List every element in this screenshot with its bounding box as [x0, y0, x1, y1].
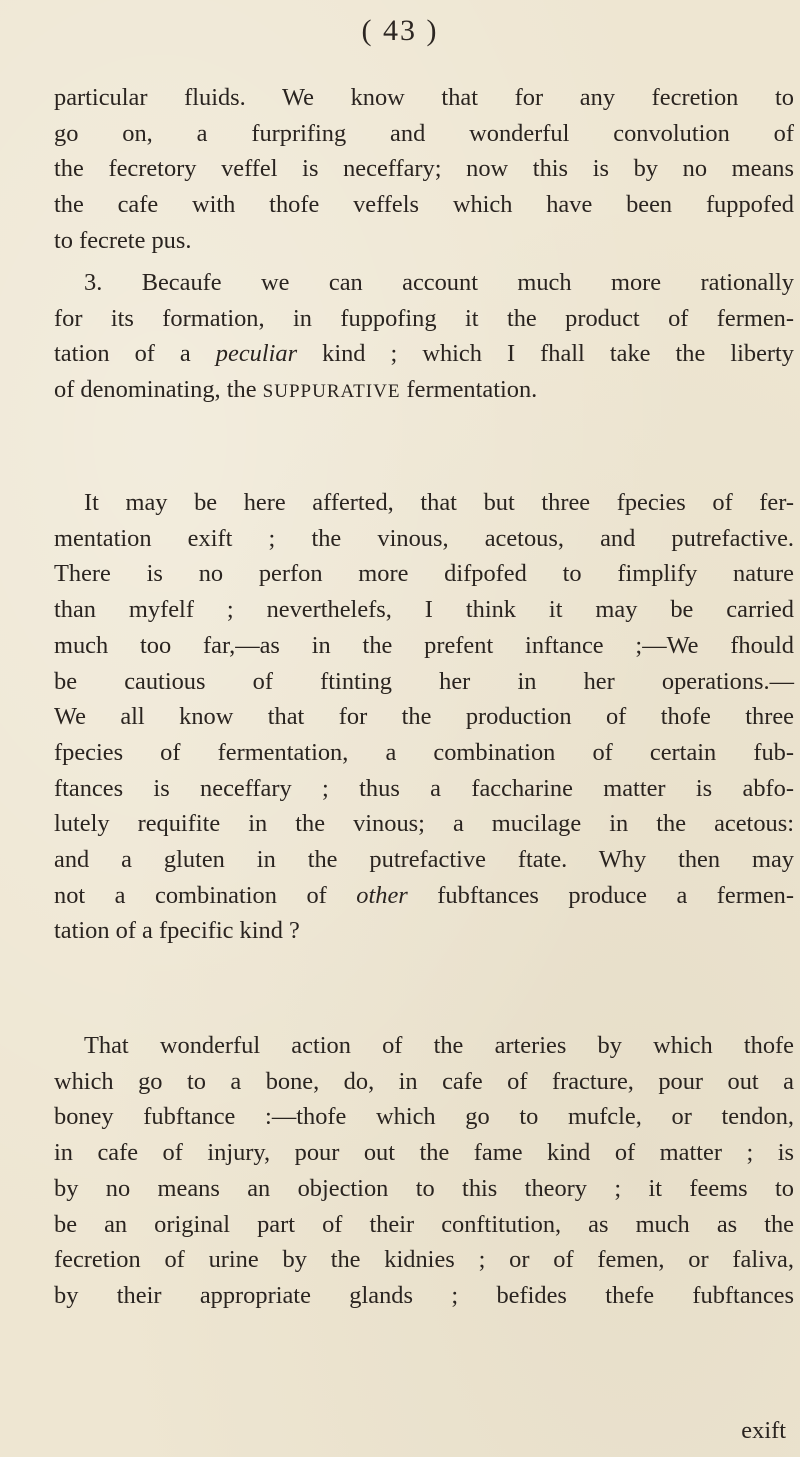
text-line: There is no perfon more difpofed to fimplify nature — [54, 560, 794, 588]
text-line: in cafe of injury, pour out the fame kind of matter ; is — [54, 1139, 794, 1167]
paragraph-4 — [54, 1028, 794, 1314]
text-line: by their appropriate glands ; befides thefe fubftances — [54, 1281, 794, 1309]
text-line: which go to a bone, do, in cafe of fracture, pour out a — [54, 1067, 794, 1095]
paragraph-2 — [54, 265, 794, 410]
text-line: be an original part of their conftitution, as much as the — [54, 1210, 794, 1238]
text-line: go on, a furprifing and wonderful convolution of — [54, 119, 794, 147]
text-line: for its formation, in fuppofing it the product of fermen- — [54, 304, 794, 332]
text-line: and a gluten in the putrefactive ftate. Why then may — [54, 846, 794, 874]
text-line: 3. Becaufe we can account much more rationally — [84, 269, 794, 296]
text-line: not a combination of other fubftances produce a fermen- — [54, 881, 794, 909]
text-line: fecretion of urine by the kidnies ; or of femen, or faliva, — [54, 1246, 794, 1274]
text-line: by no means an objection to this theory ; it feems to — [54, 1174, 794, 1202]
text-line: particular fluids. We know that for any fecretion to — [54, 84, 794, 111]
text-line: mentation exift ; the vinous, acetous, and putrefactive. — [54, 524, 794, 552]
text-line: lutely requifite in the vinous; a mucilage in the acetous: — [54, 810, 794, 838]
paragraph-3 — [54, 485, 794, 949]
text-line: tation of a fpecific kind ? — [54, 917, 300, 945]
text-line: It may be here afferted, that but three fpecies of fer- — [84, 489, 794, 516]
text-line: ftances is neceffary ; thus a faccharine matter is abfo- — [54, 774, 794, 802]
text-line: than myfelf ; neverthelefs, I think it may be carried — [54, 596, 794, 624]
catchword: exift — [741, 1417, 786, 1444]
text-line: fpecies of fermentation, a combination of certain fub- — [54, 738, 794, 766]
text-line: of denominating, the SUPPURATIVE fermentation. — [54, 376, 538, 404]
text-line: be cautious of ftinting her in her operations.— — [54, 667, 794, 695]
text-line: We all know that for the production of thofe three — [54, 703, 794, 731]
text-line: much too far,—as in the prefent inftance ;—We fhould — [54, 631, 794, 659]
paragraph-1 — [54, 80, 794, 259]
page-number: ( 43 ) — [361, 14, 439, 47]
text-line: tation of a peculiar kind ; which I fhall take the liberty — [54, 340, 795, 368]
text-line: boney fubftance :—thofe which go to mufcle, or tendon, — [54, 1103, 794, 1131]
text-line: the cafe with thofe veffels which have been fuppofed — [54, 191, 794, 219]
text-line: That wonderful action of the arteries by which thofe — [84, 1032, 794, 1059]
text-line: the fecretory veffel is neceffary; now this is by no means — [54, 155, 794, 183]
text-line: to fecrete pus. — [54, 226, 192, 254]
